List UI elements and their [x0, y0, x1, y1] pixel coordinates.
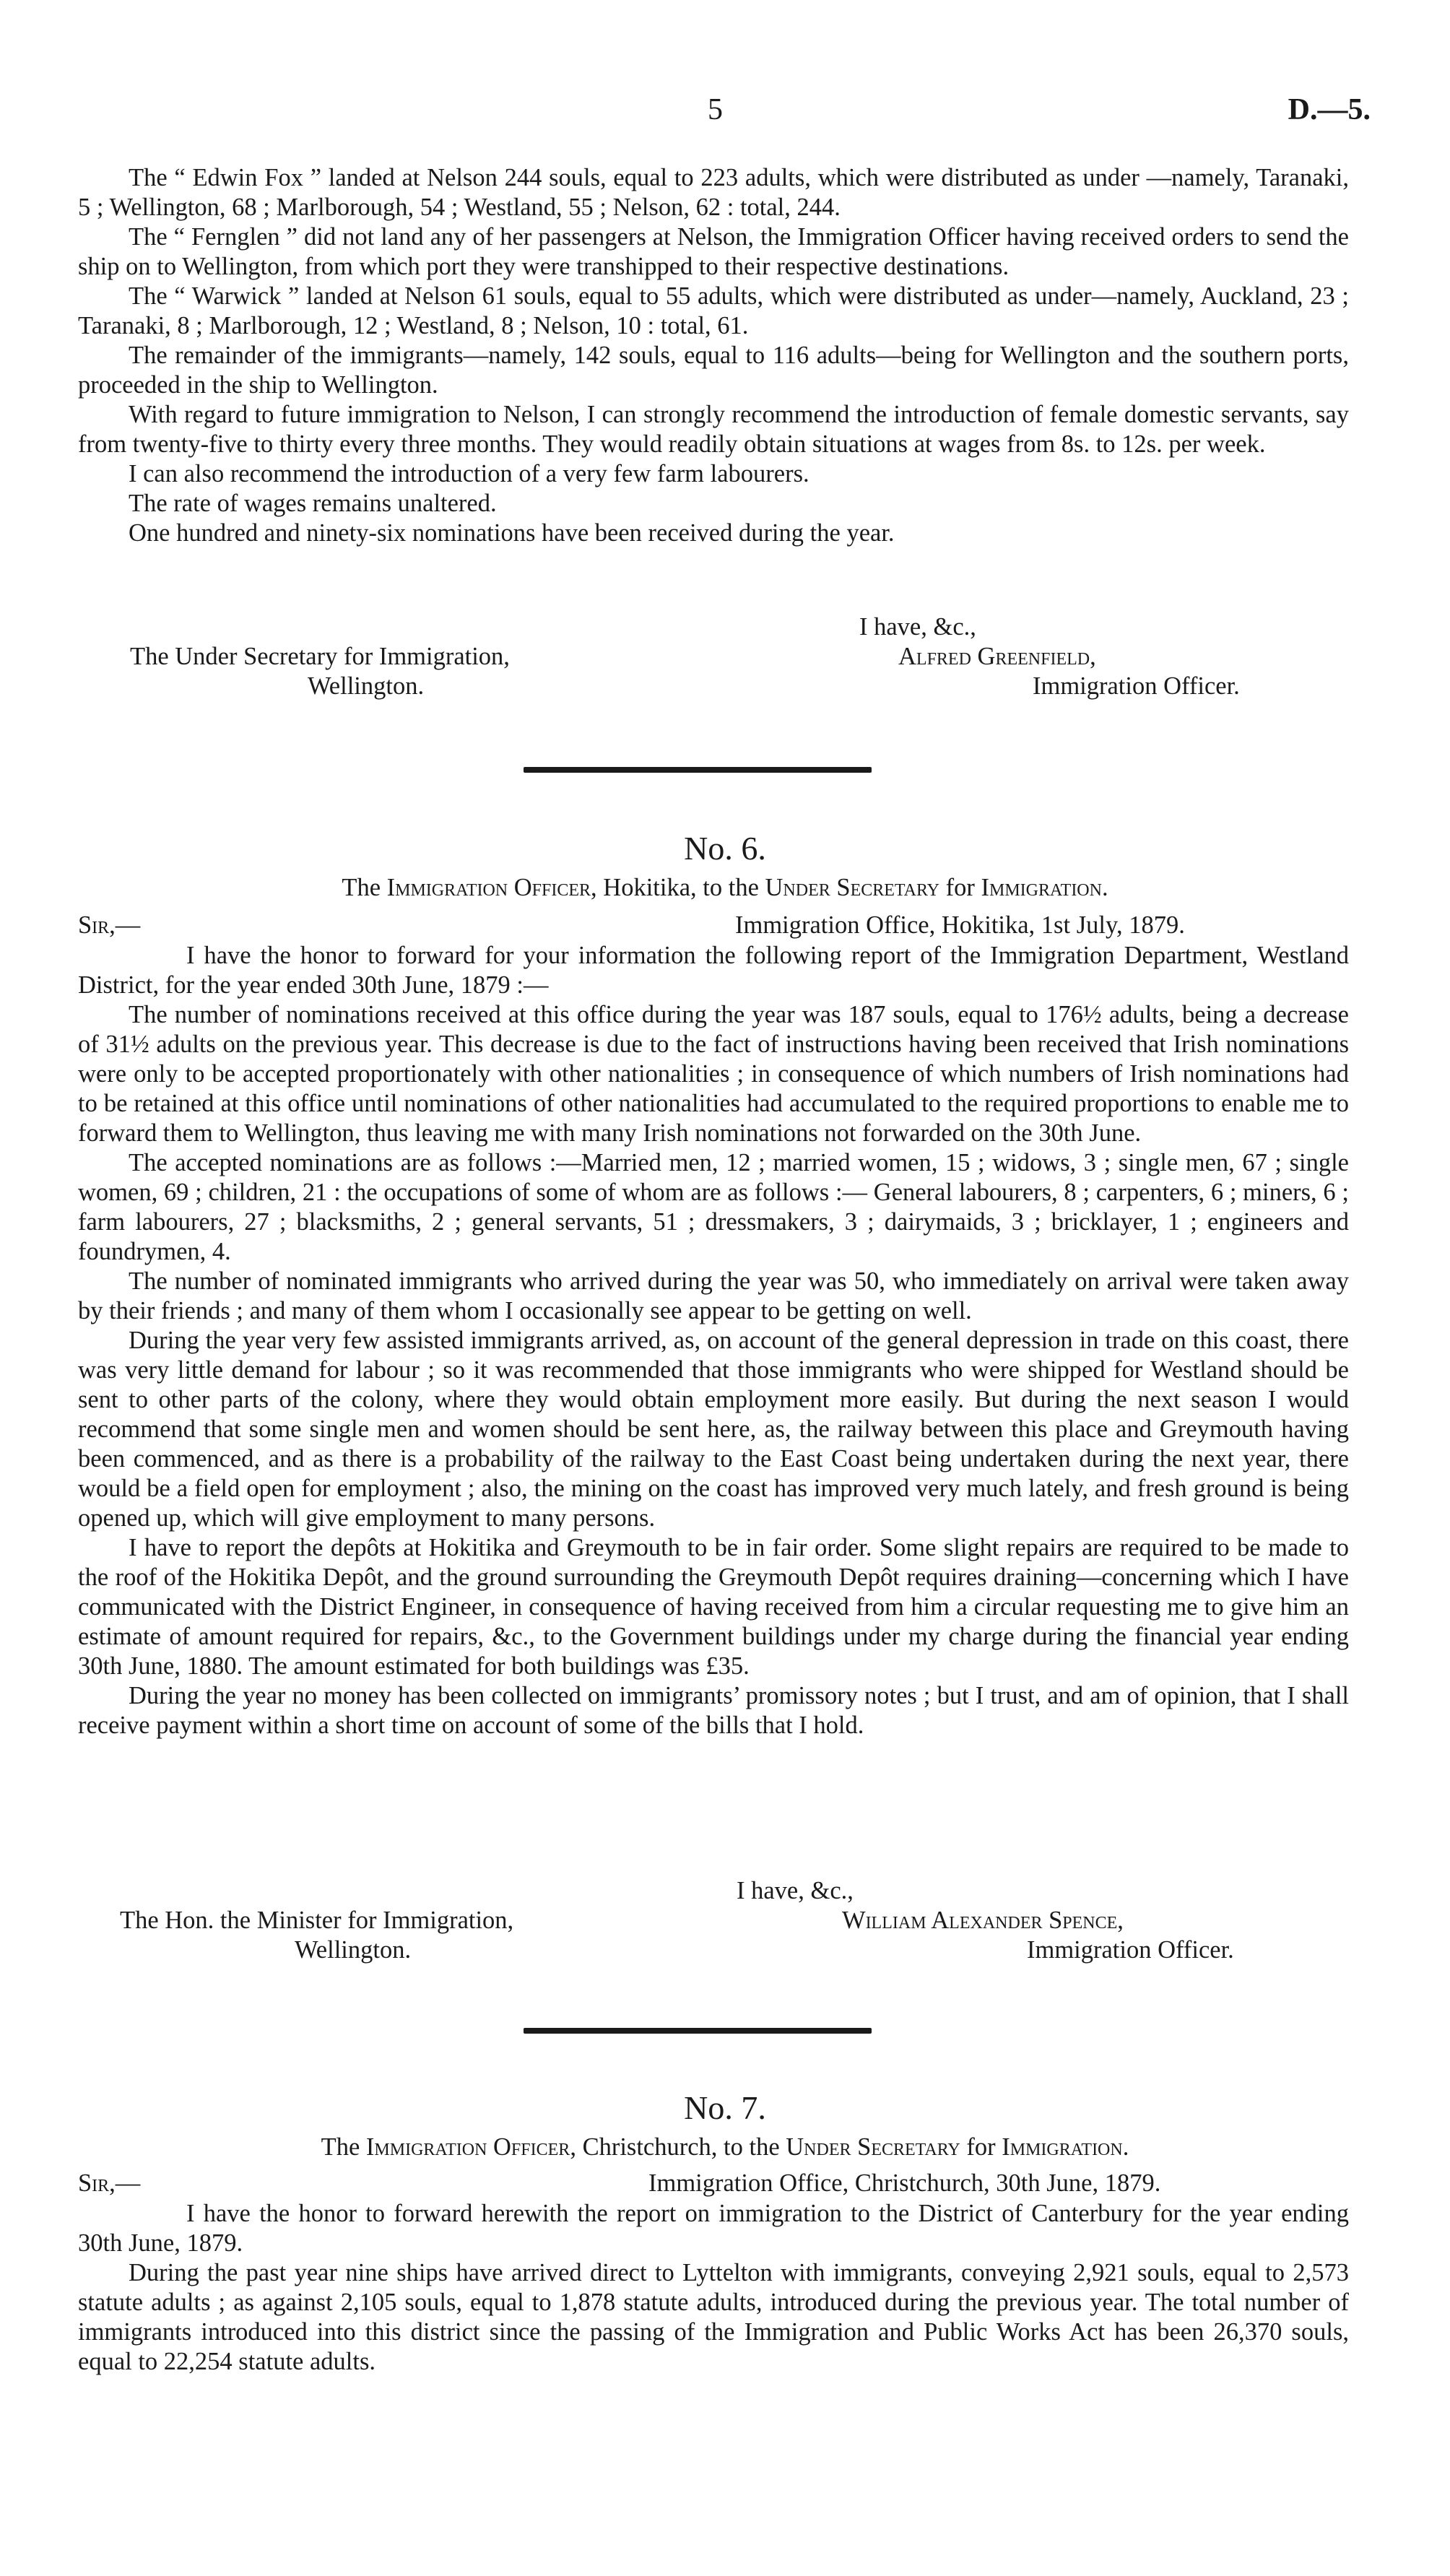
address-text: Immigration Officer — [365, 2133, 570, 2161]
addressee-city: Wellington. — [308, 672, 425, 700]
paragraph: The “ Warwick ” landed at Nelson 61 souls, equal to 55 adults, which were distributed as under—namely, Auckland, 23 ; Taranaki, 8 ; Marlborough, 12 ; Westland, 8 ; Nelson, 10 : total, 61. — [78, 282, 1349, 339]
section-heading: No. 7. — [684, 2089, 766, 2126]
paragraph: The “ Edwin Fox ” landed at Nelson 244 souls, equal to 223 adults, which were distributed as under —namely, Taranaki, 5 ; Wellington, 68 ; Marlborough, 54 ; Westland, 55 ; Nelson, 62 : total, 244. — [78, 164, 1349, 221]
paragraph: The number of nominations received at this office during the year was 187 souls, equal to 176½ adults, being a decrease of 31½ adults on the previous year. This decrease is due to the fact of instructions having been received that Irish nominations were only to be accepted proportionately with other nationalities ; in consequence of which numbers of Irish nominations had to be retained at this office until nominations of other nationalities had accumulated to the required proportions to enable me to forward them to Wellington, thus leaving me with many Irish nominations not forwarded on the 30th June. — [78, 1001, 1349, 1147]
address-text: , Hokitika, to the — [591, 874, 765, 901]
signer-name: William Alexander Spence, — [842, 1907, 1124, 1934]
paragraph: During the past year nine ships have arrived direct to Lyttelton with immigrants, conveying 2,921 souls, equal to 2,573 statute adults ; as against 2,105 souls, equal to 1,878 statute adults, introduced during the previous year. The total number of immigrants introduced into this district since the passing of the Immigration and Public Works Act has been 26,370 souls, equal to 22,254 statute adults. — [78, 2259, 1349, 2375]
section-divider — [524, 2028, 872, 2034]
address-text: Under Secretary — [765, 874, 939, 901]
address-text: . — [1101, 874, 1108, 901]
paragraph: The “ Fernglen ” did not land any of her passengers at Nelson, the Immigration Officer having received orders to send the ship on to Wellington, from which port they were transhipped to their respective destinations. — [78, 223, 1349, 280]
addressee-city: Wellington. — [295, 1936, 412, 1964]
report-6-signature-block — [78, 1876, 1349, 1965]
section-heading: No. 6. — [684, 830, 766, 867]
salutation-line — [78, 2169, 1349, 2199]
paragraph: One hundred and ninety-six nominations have been received during the year. — [129, 519, 895, 547]
address-text: for — [960, 2133, 1002, 2161]
section-address-line — [0, 874, 1450, 902]
section-divider — [524, 767, 872, 773]
signer-title: Immigration Officer. — [1033, 672, 1240, 700]
paragraph: During the year no money has been collected on immigrants’ promissory notes ; but I trust, and am of opinion, that I shall receive payment within a short time on account of some of the bills that I hold. — [78, 1682, 1349, 1739]
paragraph: I have the honor to forward for your information the following report of the Immigration Department, Westland District, for the year ended 30th June, 1879 :— — [78, 942, 1349, 999]
closing: I have, &c., — [859, 613, 976, 641]
addressee: The Hon. the Minister for Immigration, — [120, 1907, 514, 1934]
addressee: The Under Secretary for Immigration, — [130, 643, 510, 670]
dateline: Immigration Office, Hokitika, 1st July, 1879. — [735, 911, 1185, 939]
paragraph: The accepted nominations are as follows :—Married men, 12 ; married women, 15 ; widows, 3 ; single men, 67 ; single women, 69 ; children, 21 : the occupations of some of whom are as follows :— General labourers, 8 ; carpenters, 6 ; miners, 6 ; farm labourers, 27 ; blacksmiths, 2 ; general servants, 51 ; dressmakers, 3 ; dairymaids, 3 ; bricklayer, 1 ; engineers and foundrymen, 4. — [78, 1149, 1349, 1265]
address-text: . — [1122, 2133, 1129, 2161]
paragraph: The rate of wages remains unaltered. — [129, 490, 497, 517]
section-address-line — [0, 2133, 1450, 2161]
signer-name: Alfred Greenfield, — [898, 643, 1096, 670]
salutation: Sir,— — [78, 911, 141, 939]
report-7-body — [78, 2199, 1349, 2377]
dateline: Immigration Office, Christchurch, 30th June, 1879. — [648, 2169, 1161, 2197]
address-text: for — [939, 874, 981, 901]
paragraph: I have to report the depôts at Hokitika and Greymouth to be in fair order. Some slight repairs are required to be made to the roof of the Hokitika Depôt, and the ground surrounding the Greymouth Depôt requires draining—concerning which I have communicated with the District Engineer, in consequence of having received from him a circular requesting me to give him an estimate of amount required for repairs, &c., to the Government buildings under my charge during the financial year ending 30th June, 1880. The amount estimated for both buildings was £35. — [78, 1534, 1349, 1680]
report-5-signature-block — [78, 612, 1349, 701]
document-reference: D.—5. — [1288, 93, 1371, 126]
address-text: The — [321, 2133, 366, 2161]
signer-title: Immigration Officer. — [1027, 1936, 1234, 1964]
address-text: The — [342, 874, 387, 901]
address-text: , Christchurch, to the — [570, 2133, 786, 2161]
page-header — [0, 92, 1450, 136]
address-text: Immigration — [981, 874, 1102, 901]
address-text: Under Secretary — [786, 2133, 960, 2161]
salutation-line — [78, 911, 1349, 941]
report-6-body — [78, 941, 1349, 1740]
report-5-body — [78, 163, 1349, 548]
closing: I have, &c., — [737, 1877, 854, 1904]
paragraph: The number of nominated immigrants who arrived during the year was 50, who immediately on arrival were taken away by their friends ; and many of them whom I occasionally see appear to be getting on well. — [78, 1267, 1349, 1324]
address-text: Immigration — [1002, 2133, 1123, 2161]
paragraph: With regard to future immigration to Nelson, I can strongly recommend the introduction of female domestic servants, say from twenty-five to thirty every three months. They would readily obtain situations at wages from 8s. to 12s. per week. — [78, 401, 1349, 458]
paragraph: During the year very few assisted immigrants arrived, as, on account of the general depression in trade on this coast, there was very little demand for labour ; so it was recommended that those immigrants who were shipped for Westland should be sent to other parts of the colony, where they would obtain employment more easily. But during the next season I would recommend that some single men and women should be sent here, as, the railway between this place and Greymouth having been commenced, and as there is a probability of the railway to the East Coast being undertaken during the next year, there would be a field open for employment ; also, the mining on the coast has improved very much lately, and fresh ground is being opened up, which will give employment to many persons. — [78, 1327, 1349, 1532]
page-number: 5 — [708, 93, 723, 126]
paragraph: I have the honor to forward herewith the report on immigration to the District of Canterbury for the year ending 30th June, 1879. — [78, 2200, 1349, 2257]
address-text: Immigration Officer — [386, 874, 591, 901]
salutation: Sir,— — [78, 2169, 141, 2197]
paragraph: The remainder of the immigrants—namely, 142 souls, equal to 116 adults—being for Wellington and the southern ports, proceeded in the ship to Wellington. — [78, 342, 1349, 399]
paragraph: I can also recommend the introduction of a very few farm labourers. — [129, 460, 809, 487]
